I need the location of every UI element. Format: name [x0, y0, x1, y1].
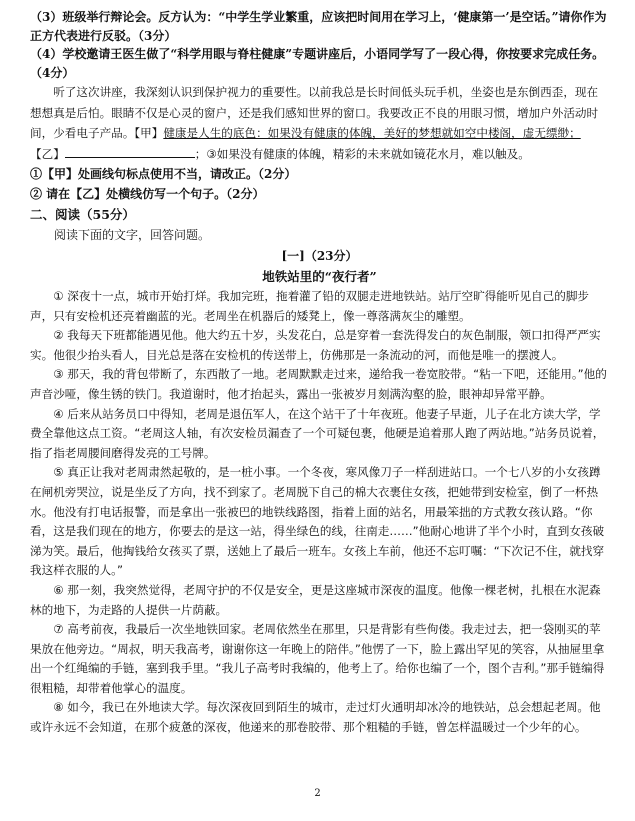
page-number: 2 — [314, 788, 321, 799]
paragraph-text: 那一刻，我突然觉得，老周守护的不仅是安全，更是这座城市深夜的温度。他像一棵老树，扎根在水泥森林的地下，为走路的人提供一片荫蔽。 — [30, 582, 601, 617]
passage-yi-blank[interactable] — [65, 145, 195, 158]
paragraph-text: 高考前夜，我最后一次坐地铁回家。老周依然坐在那里，只是背影有些佝偻。我走过去，把一袋刚买的苹果放在他旁边。“周叔，明天我高考，谢谢你这一年晚上的陪伴。”他愣了一下，脸上露出罕见的笑容，从抽屉里拿出一个红绳编的手链，塞到我手里。“我儿子高考时我编的，他考上了。给你也编了一个，图个吉利。”那手链编得很粗糙，却带着他掌心的温度。 — [30, 622, 605, 695]
article-title: 地铁站里的“夜行者” — [262, 269, 377, 284]
paragraph-text: 那天，我的背包带断了，东西散了一地。老周默默走过来，递给我一卷宽胶带。“粘一下吧，还能用。”他的声音沙哑，像生锈的铁门。我道谢时，他才抬起头，露出一张被岁月刻满沟壑的脸，眼神却异常平静。 — [30, 367, 607, 401]
paragraph-text: 如今，我已在外地读大学。每次深夜回到陌生的城市，走过灯火通明却冰冷的地铁站，总会想起老周。他或许永远不会知道，在那个疲惫的深夜，他递来的那卷胶带、那个粗糙的手链，曾怎样温暖过一个少年的心。 — [30, 700, 601, 735]
task-2: ② 请在【乙】处横线仿写一个句子。（2分） — [30, 187, 265, 201]
paragraph-text: 后来从站务员口中得知，老周是退伍军人，在这个站干了十年夜班。他妻子早逝，儿子在北方读大学，学费全靠他这点工资。“老周这人轴，有次安检员漏查了一个可疑包裹，他硬是追着那人跑了两站地。”站务员说着，指了指老周腰间磨得发亮的工号牌。 — [30, 406, 605, 460]
part-label: [一]（23分） — [281, 249, 358, 263]
passage-yi-label: 【乙】 — [30, 146, 65, 161]
paragraph-7 — [30, 620, 609, 698]
section-heading: 二、阅读（55分） — [30, 207, 135, 222]
passage-part-a: 听了这次讲座，我深刻认识到保护视力的重要性。以前我总是长时间低头玩手机，坐姿也是东倒西歪，现在想想真是后怕。眼睛不仅是心灵的窗户，还是我们感知世界的窗口。我要改正不良的用眼习惯，增加户外活动时间，少看电子产品。【甲】 — [30, 85, 599, 140]
question-3: （3）班级举行辩论会。反方认为：“中学生学业繁重，应该把时间用在学习上，‘健康第一’是空话。”请你作为正方代表进行反驳。（3分） — [30, 10, 607, 43]
question-4: （4）学校邀请王医生做了“科学用眼与脊柱健康”专题讲座后，小语同学写了一段心得，你按要求完成任务。（4分） — [30, 47, 605, 80]
paragraph-8 — [30, 698, 609, 737]
paragraph-2 — [30, 326, 609, 365]
passage-part-b: ；③如果没有健康的体魄，精彩的未来就如镜花水月，难以触及。 — [194, 146, 530, 161]
paragraph-6 — [30, 581, 609, 620]
paragraph-number: ④ — [53, 406, 64, 421]
paragraph-5 — [30, 463, 609, 581]
task-1: ①【甲】处画线句标点使用不当，请改正。（2分） — [30, 167, 297, 181]
paragraph-number: ⑦ — [53, 622, 64, 637]
paragraph-1 — [30, 287, 609, 326]
paragraph-text: 我每天下班都能遇见他。他大约五十岁，头发花白，总是穿着一套洗得发白的灰色制服，领口扣得严严实实。他很少抬头看人，目光总是落在安检机的传送带上，仿佛那是一条流动的河，而他是唯一的摆渡人。 — [30, 328, 601, 362]
section-intro: 阅读下面的文字，回答问题。 — [54, 228, 211, 242]
paragraph-number: ③ — [53, 367, 64, 382]
paragraph-number: ⑤ — [53, 465, 64, 480]
paragraph-number: ⑧ — [53, 700, 64, 715]
paragraph-text: 真正让我对老周肃然起敬的，是一桩小事。一个冬夜，寒风像刀子一样刮进站口。一个七八岁的小女孩蹲在闸机旁哭泣，说是坐反了方向，找不到家了。老周脱下自己的棉大衣裹住女孩，把她带到安检室，倒了一杯热水。他没有打电话报警，而是拿出一张被巴的地铁线路图，指着上面的站名，用最笨拙的方式教女孩认路。“你看，这是我们现在的地方，你要去的是这一站，得坐绿色的线，往南走……”他耐心地讲了半个小时，直到女孩破涕为笑。最后，他掏钱给女孩买了票，送她上了最后一班车。女孩上车前，他还不忘叮嘱：“下次记不住，就找穿我这样衣服的人。” — [30, 465, 605, 578]
reflection-passage — [30, 82, 609, 164]
paragraph-3 — [30, 365, 609, 404]
paragraph-number: ① — [53, 289, 64, 303]
paragraph-number: ⑥ — [53, 582, 64, 597]
passage-jia-sentence: 健康是人生的底色：如果没有健康的体魄，美好的梦想就如空中楼阁，虚无缥缈； — [163, 126, 581, 140]
paragraph-4 — [30, 405, 609, 464]
paragraph-text: 深夜十一点，城市开始打烊。我加完班，拖着灌了铅的双腿走进地铁站。站厅空旷得能听见自己的脚步声，只有安检机还亮着幽蓝的光。老周坐在机器后的矮凳上，像一尊落满灰尘的雕塑。 — [30, 289, 590, 323]
paragraph-number: ② — [53, 328, 64, 343]
